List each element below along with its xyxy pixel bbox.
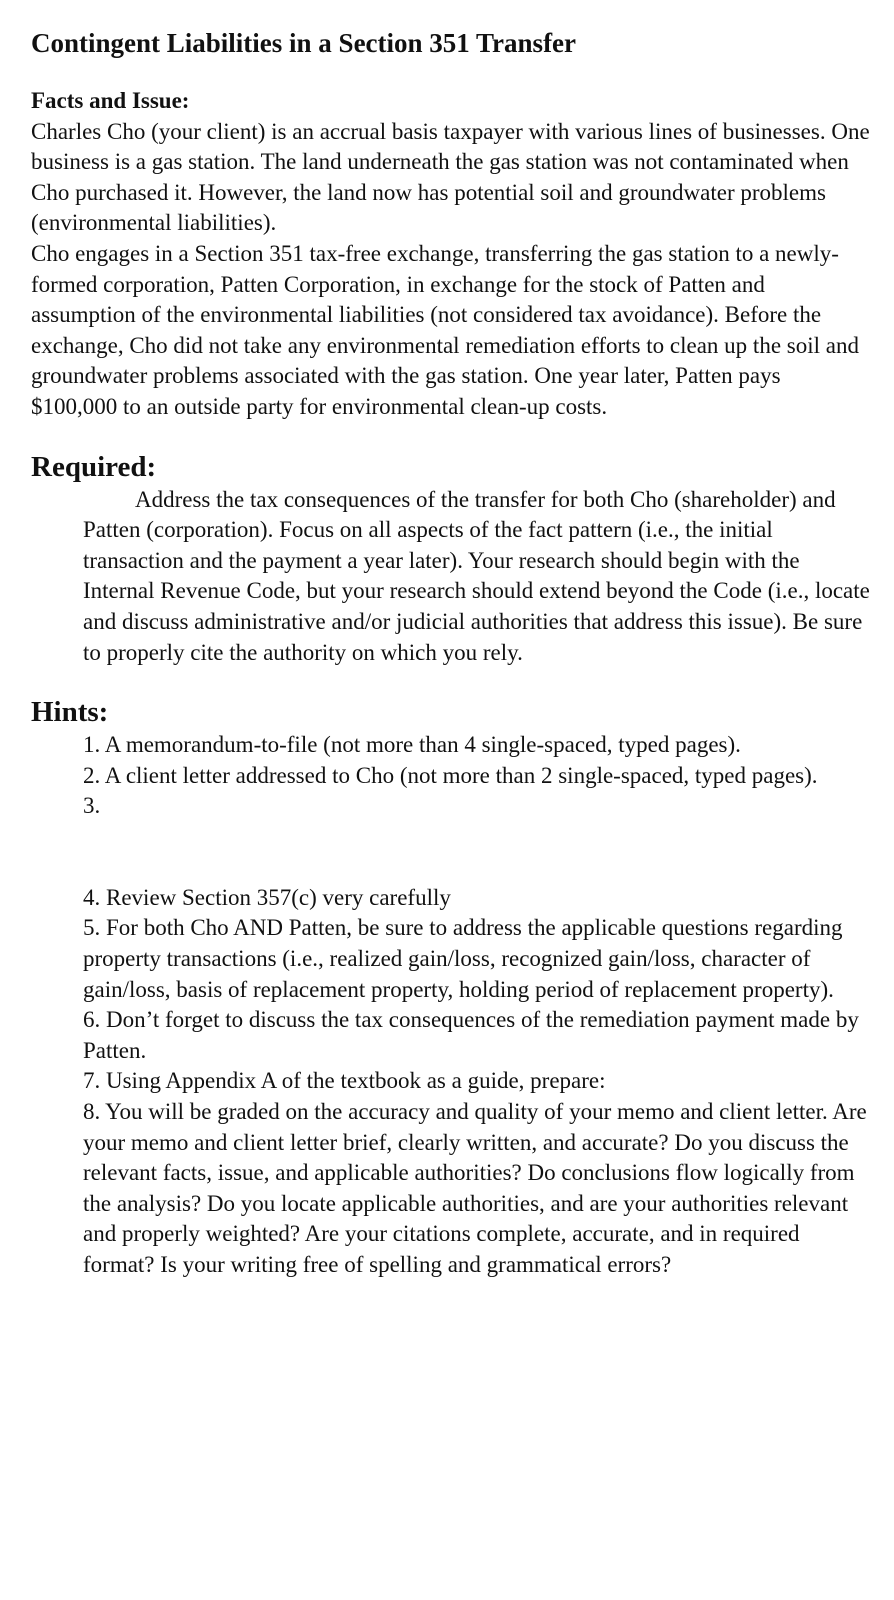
hint-item-4: 4. Review Section 357(c) very carefully: [83, 884, 451, 910]
hint-item-5: 5. For both Cho AND Patten, be sure to address the applicable questions regarding property transactions (i.e., realized gain/loss, recognized gain/loss, character of gain/loss, basis of replacement property, holding period of replacement property).: [83, 915, 843, 1002]
hint-item-8: 8. You will be graded on the accuracy and quality of your memo and client letter. Are your memo and client letter brief, clearly written, and accurate? Do you discuss the relevant facts, issue, and applicable authorities? Do conclusions flow logically from the analysis? Do you locate applicable authorities, and are your authorities relevant and properly weighted? Are your citations complete, accurate, and in required format? Is your writing free of spelling and grammatical errors?: [83, 1099, 867, 1277]
facts-paragraph-2: Cho engages in a Section 351 tax-free exchange, transferring the gas station to a newly-formed corporation, Patten Corporation, in exchange for the stock of Patten and assumption of the environmental liabilities (not considered tax avoidance). Before the exchange, Cho did not take any environmental remediation efforts to clean up the soil and groundwater problems associated with the gas station. One year later, Patten pays $100,000 to an outside party for environmental clean-up costs.: [31, 240, 859, 419]
hints-list: [83, 730, 871, 1281]
hint-item-1: 1. A memorandum-to-file (not more than 4 single-spaced, typed pages).: [83, 732, 741, 758]
hint-item-7: 7. Using Appendix A of the textbook as a guide, prepare:: [83, 1068, 606, 1094]
required-heading: Required:: [31, 450, 157, 483]
required-section: [31, 449, 871, 669]
facts-heading: Facts and Issue:: [31, 88, 190, 113]
hint-item-3: 3.: [83, 793, 101, 819]
hint-item-6: 6. Don’t forget to discuss the tax consequences of the remediation payment made by Patten.: [83, 1007, 859, 1063]
facts-paragraph-1: Charles Cho (your client) is an accrual basis taxpayer with various lines of businesses. One business is a gas station. The land underneath the gas station was not contaminated when Cho purchased it. However, the land now has potential soil and groundwater problems (environmental liabilities).: [31, 118, 870, 236]
required-text: Address the tax consequences of the transfer for both Cho (shareholder) and Patten (corporation). Focus on all aspects of the fact pattern (i.e., the initial transaction and the payment a year later). Your research should begin with the Internal Revenue Code, but your research should extend beyond the Code (i.e., locate and discuss administrative and/or judicial authorities that address this issue). Be sure to properly cite the authority on which you rely.: [83, 486, 870, 665]
facts-section: [31, 86, 871, 423]
required-body: [83, 485, 871, 669]
hints-heading: Hints:: [31, 696, 109, 729]
hint-item-2: 2. A client letter addressed to Cho (not more than 2 single-spaced, typed pages).: [83, 762, 818, 788]
hints-section: [31, 694, 871, 1281]
hint-blank-space: [83, 822, 871, 883]
document-page: [31, 26, 871, 1281]
document-title: Contingent Liabilities in a Section 351 Transfer: [31, 28, 577, 58]
